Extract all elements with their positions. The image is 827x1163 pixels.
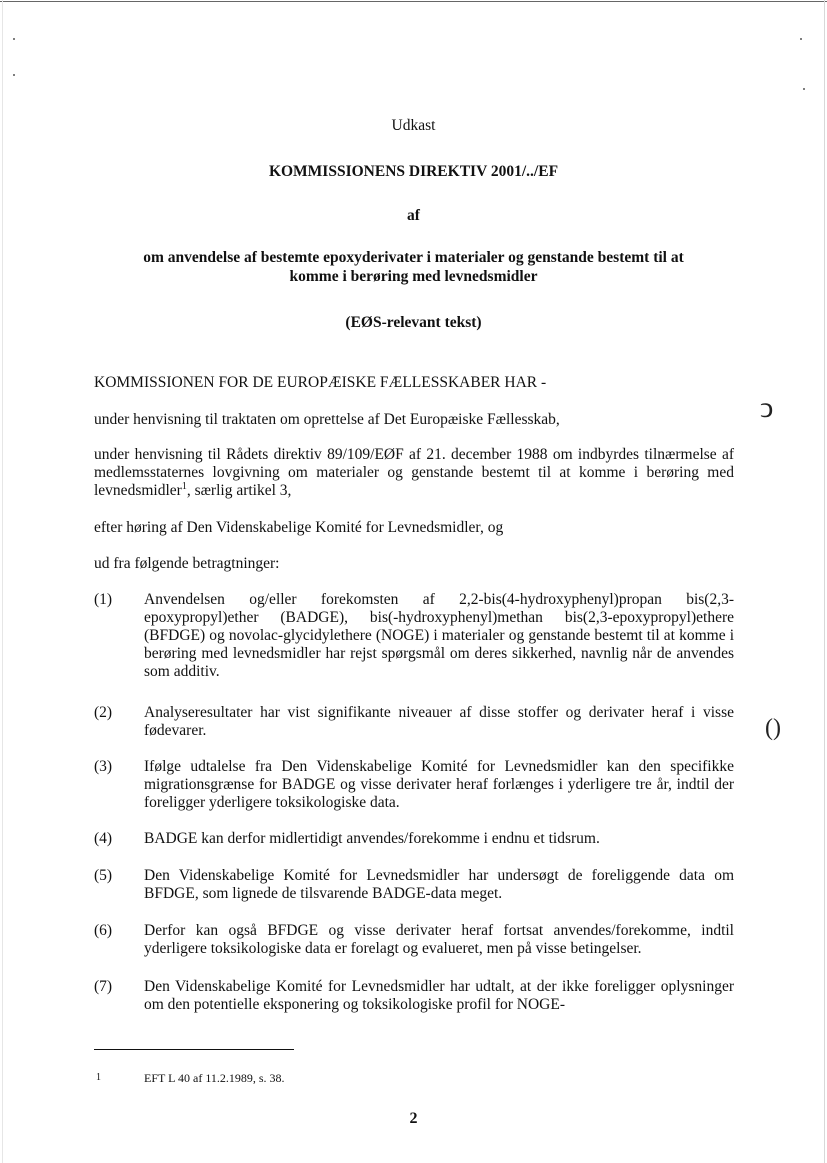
recital-text: Derfor kan også BFDGE og visse derivater heraf fortsat anvendes/forekomme, indtil yderligere toksikologiske data er forelagt og evalueret, men på visse betingelser. bbox=[144, 922, 734, 957]
recital-text: Anvendelsen og/eller forekomsten af 2,2-bis(4-hydroxyphenyl)propan bis(2,3-epoxypropyl)ether (BADGE), bis(-hydroxyphenyl)methan bis(2,3-epoxypropyl)ethere (BFDGE) og novolac-glycidylethere (NOGE) i materialer og genstande bestemt til at komme i berøring med levnedsmidler har rejst spørgsmål om deres sikkerhed, navnlig når de anvendes som additiv. bbox=[144, 591, 734, 680]
scan-speck bbox=[800, 38, 802, 40]
recital-text: Den Videnskabelige Komité for Levnedsmidler har undersøgt de foreliggende data om BFDGE, som lignede de tilsvarende BADGE-data meget. bbox=[144, 867, 734, 902]
subject-line-1: om anvendelse af bestemte epoxyderivater i materialer og genstande bestemt til at bbox=[143, 249, 684, 266]
recital-number: (2) bbox=[94, 704, 113, 721]
subject-line-2: komme i berøring med levnedsmidler bbox=[289, 268, 538, 285]
footnote-separator bbox=[94, 1049, 294, 1050]
recital-text: BADGE kan derfor midlertidigt anvendes/forekomme i endnu et tidsrum. bbox=[144, 830, 600, 847]
recital-text: Den Videnskabelige Komité for Levnedsmidler har udtalt, at der ikke foreligger oplysninger om den potentielle eksponering og toksikologiske profil for NOGE- bbox=[144, 978, 734, 1013]
recital bbox=[94, 758, 734, 812]
scan-edge-top bbox=[0, 1, 827, 2]
scan-speck bbox=[803, 88, 805, 90]
scan-speck bbox=[13, 74, 15, 76]
eea-relevance: (EØS-relevant tekst) bbox=[345, 314, 482, 331]
recital bbox=[94, 591, 734, 681]
recital bbox=[94, 867, 734, 903]
citation-directive-text: under henvisning til Rådets direktiv 89/109/EØF af 21. december 1988 om indbyrdes tilnærmelse af medlemsstaternes lovgivning om materialer og genstande bestemt til at komme i berøring med levnedsmidler bbox=[94, 446, 734, 499]
recital-number: (7) bbox=[94, 978, 113, 995]
commission-heading: KOMMISSIONEN FOR DE EUROPÆISKE FÆLLESSKABER HAR - bbox=[94, 374, 547, 391]
recital-number: (5) bbox=[94, 867, 113, 884]
recital-number: (4) bbox=[94, 830, 113, 847]
whereas-intro: ud fra følgende betragtninger: bbox=[94, 555, 280, 572]
draft-label: Udkast bbox=[391, 117, 436, 134]
footnote-text: EFT L 40 af 11.2.1989, s. 38. bbox=[144, 1071, 285, 1085]
punch-hole-mark: ↄ bbox=[760, 391, 774, 424]
document-title: KOMMISSIONENS DIREKTIV 2001/../EF bbox=[268, 163, 559, 180]
recital-text: Ifølge udtalelse fra Den Videnskabelige Komité for Levnedsmidler kan den specifikke migrationsgrænse for BADGE og visse derivater heraf forlænges i yderligere tre år, indtil der foreligger yderligere toksikologiske data. bbox=[144, 758, 734, 811]
recital-number: (1) bbox=[94, 591, 113, 608]
recital-text: Analyseresultater har vist signifikante niveauer af disse stoffer og derivater heraf i visse fødevarer. bbox=[144, 704, 734, 739]
recital-number: (3) bbox=[94, 758, 113, 775]
recital bbox=[94, 830, 734, 848]
page-number: 2 bbox=[409, 1110, 418, 1127]
scan-speck bbox=[13, 38, 15, 40]
citation-committee: efter høring af Den Videnskabelige Komité for Levnedsmidler, og bbox=[94, 519, 504, 536]
recital bbox=[94, 922, 734, 958]
footnote-reference: 1 bbox=[181, 480, 187, 492]
punch-hole-mark: () bbox=[765, 715, 781, 741]
citation-directive bbox=[94, 446, 734, 500]
citation-directive-tail: , særlig artikel 3, bbox=[186, 482, 292, 499]
footnote-number: 1 bbox=[96, 1072, 101, 1083]
recital bbox=[94, 704, 734, 740]
title-of: af bbox=[407, 207, 420, 224]
recital bbox=[94, 978, 734, 1014]
recital-number: (6) bbox=[94, 922, 113, 939]
citation-treaty: under henvisning til traktaten om oprettelse af Det Europæiske Fællesskab, bbox=[94, 411, 560, 428]
